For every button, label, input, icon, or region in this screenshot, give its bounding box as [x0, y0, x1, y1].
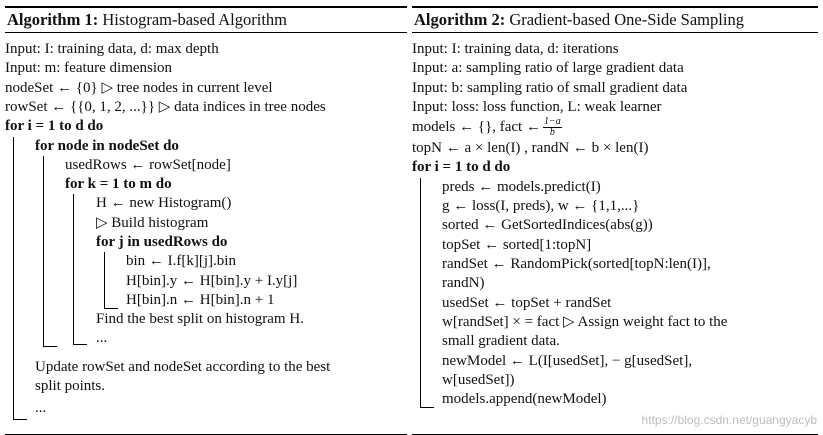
algo2-line-6: topN ← a × len(I) , randN ← b × len(I) [412, 140, 649, 156]
algo2-line-9: g ← loss(I, preds), w ← {1,1,...} [442, 198, 640, 214]
algo1-line-9: H ← new Histogram() [96, 195, 232, 211]
block-end-for-i [13, 419, 27, 420]
block-end-for-node [43, 346, 57, 347]
algo2-line-1: Input: I: training data, d: iterations [412, 41, 619, 57]
algo2-line-11: topSet ← sorted[1:topN] [442, 237, 592, 253]
algo1-line-4: rowSet ← {{0, 1, 2, ...}} ▷ data indices in tree nodes [5, 99, 326, 115]
algo1-line-3: nodeSet ← {0} ▷ tree nodes in current level [5, 80, 273, 96]
algorithm-1-title [5, 6, 407, 33]
algo1-line-7: usedRows ← rowSet[node] [65, 157, 231, 173]
algo1-line-13: H[bin].y ← H[bin].y + I.y[j] [126, 273, 298, 289]
algo2-line-15: w[randSet] × = fact ▷ Assign weight fact to the [442, 314, 728, 330]
block-line-for-i [13, 137, 14, 419]
fraction-denominator: b [549, 127, 555, 138]
algorithm-1-number: Algorithm 1: [7, 10, 99, 29]
algo2-line-14: usedSet ← topSet + randSet [442, 295, 612, 311]
algorithm-2-title [412, 6, 818, 33]
algo1-line-11: for j in usedRows do [96, 234, 228, 250]
algo2-line-12: randSet ← RandomPick(sorted[topN:len(I)], [442, 256, 711, 272]
watermark-url: https://blog.csdn.net/guangyacyb [641, 413, 817, 427]
algo2-line-8: preds ← models.predict(I) [442, 179, 601, 195]
block-line-for-k [73, 194, 74, 344]
algo2-line-7: for i = 1 to d do [412, 159, 511, 175]
algo2-line-19: models.append(newModel) [442, 391, 607, 407]
algo1-line-1: Input: I: training data, d: max depth [5, 41, 219, 57]
algo1-line-19: ... [35, 400, 47, 416]
algorithm-2-number: Algorithm 2: [414, 10, 506, 29]
algo1-line-10: ▷ Build histogram [96, 215, 209, 231]
algo1-line-2: Input: m: feature dimension [5, 60, 173, 76]
algorithm-1-box [5, 6, 407, 435]
algo1-line-15: Find the best split on histogram H. [96, 311, 304, 327]
algo1-line-17: Update rowSet and nodeSet according to the best [35, 359, 331, 375]
algo2-line-18: w[usedSet]) [442, 372, 515, 388]
algo1-line-14: H[bin].n ← H[bin].n + 1 [126, 292, 275, 308]
algo2-line-13: randN) [442, 275, 485, 291]
block-end-for-k [73, 344, 87, 345]
algorithm-2-name: Gradient-based One-Side Sampling [509, 10, 744, 29]
algo1-line-8: for k = 1 to m do [65, 176, 172, 192]
algorithm-1-name: Histogram-based Algorithm [102, 10, 288, 29]
algo2-models-fact: models ← {}, fact ← [412, 118, 541, 135]
block-line-for-j [104, 252, 105, 308]
algo1-line-5: for i = 1 to d do [5, 118, 104, 134]
fraction-fact [543, 117, 562, 138]
algo2-line-16: small gradient data. [442, 333, 560, 349]
block-line-for-node [43, 156, 44, 346]
algo2-line-3: Input: b: sampling ratio of small gradient data [412, 80, 688, 96]
block-end-for-i-2 [420, 407, 434, 408]
fraction-numerator: 1−a [543, 116, 561, 127]
algo2-line-10: sorted ← GetSortedIndices(abs(g)) [442, 217, 653, 233]
algo2-line-2: Input: a: sampling ratio of large gradient data [412, 60, 684, 76]
algo2-line-5 [412, 117, 564, 138]
algo1-line-6: for node in nodeSet do [35, 138, 179, 154]
algo2-line-17: newModel ← L(I[usedSet], − g[usedSet], [442, 353, 693, 369]
algo1-line-12: bin ← I.f[k][j].bin [126, 253, 236, 269]
algo2-line-4: Input: loss: loss function, L: weak learner [412, 99, 662, 115]
algo1-line-18: split points. [35, 378, 106, 394]
algorithm-2-box [412, 6, 818, 435]
block-end-for-j [104, 308, 118, 309]
algo1-line-16: ... [96, 330, 108, 346]
block-line-for-i-2 [420, 178, 421, 407]
